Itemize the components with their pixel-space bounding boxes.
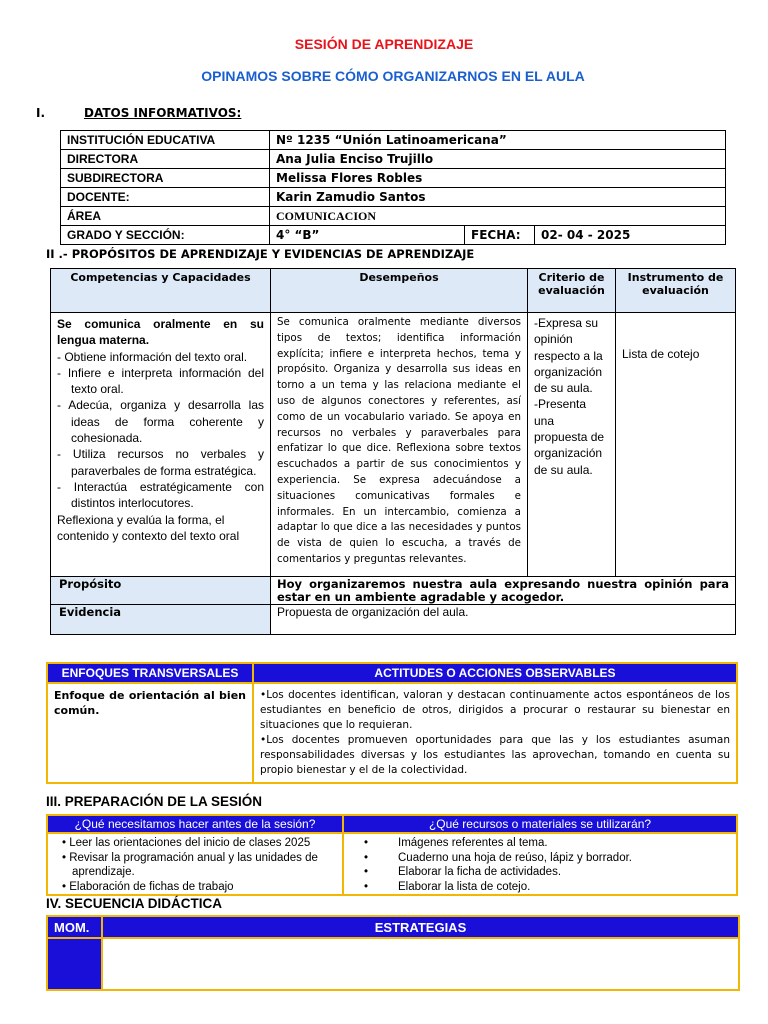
info-value: Melissa Flores Robles: [270, 169, 726, 188]
evidencia-label: Evidencia: [51, 605, 271, 635]
col-header-desempenos: Desempeños: [271, 269, 528, 313]
list-item: • Elaborar la lista de cotejo.: [364, 880, 531, 893]
competencia-title: Se comunica oralmente en su lengua materna.: [57, 317, 264, 348]
table-row: [47, 938, 739, 990]
col-header-actitudes: ACTITUDES O ACCIONES OBSERVABLES: [253, 663, 737, 683]
table-row: [61, 131, 726, 150]
col-header-mom: MOM.: [47, 916, 102, 938]
col-header-antes: ¿Qué necesitamos hacer antes de la sesión?: [47, 815, 343, 833]
col-header-competencias: Competencias y Capacidades: [51, 269, 271, 313]
col-header-enfoques: ENFOQUES TRANSVERSALES: [47, 663, 253, 683]
enfoques-table: [46, 662, 738, 784]
page-subtitle: OPINAMOS SOBRE CÓMO ORGANIZARNOS EN EL AULA: [201, 68, 585, 84]
date-value: 02- 04 - 2025: [535, 226, 726, 245]
table-header-row: [47, 663, 737, 683]
list-item: - Obtiene información del texto oral.: [57, 349, 248, 364]
list-item: • Cuaderno una hoja de reúso, lápiz y borrador.: [364, 851, 632, 864]
info-value: COMUNICACION: [270, 207, 726, 226]
capacidades-list: [57, 349, 264, 512]
desempenos-cell: Se comunica oralmente mediante diversos tipos de textos; identifica información explícita; infiere e interpreta hechos, tema y propósito. Organiza y desarrolla sus ideas en torno a un tema y las relaciona mediante el uso de algunos conectores y referentes, así como de un vocabulario variado. Se apoya en recursos no verbales y paraverbales para enfatizar lo que dice. Reflexiona sobre textos escuchados a partir de sus conocimientos y experiencia. Se expresa adecuándose a situaciones comunicativas formales e informales. En un intercambio, comienza a adaptar lo que dice a las necesidades y puntos de vista de quien lo escucha, a través de comentarios y preguntas relevantes.: [271, 313, 528, 577]
actitudes-cell: [253, 683, 737, 783]
criterio-cell: [528, 313, 616, 577]
col-header-estrategias: ESTRATEGIAS: [102, 916, 739, 938]
section-preparacion-heading: III. PREPARACIÓN DE LA SESIÓN: [46, 794, 263, 809]
section-datos-informativos-heading: [36, 106, 241, 120]
list-item: - Utiliza recursos no verbales y paraverbales de forma estratégica.: [57, 447, 264, 478]
info-key: DOCENTE:: [61, 188, 270, 207]
table-row: [61, 207, 726, 226]
info-value: Ana Julia Enciso Trujillo: [270, 150, 726, 169]
list-item: • Elaboración de fichas de trabajo: [62, 880, 234, 893]
list-item: - Adecúa, organiza y desarrolla las ideas de forma coherente y cohesionada.: [57, 398, 264, 446]
list-item: - Infiere e interpreta información del texto oral.: [57, 365, 264, 397]
mom-cell: [47, 938, 102, 990]
proposito-text: Hoy organizaremos nuestra aula expresando nuestra opinión para estar en un ambiente agradable y acogedor.: [271, 577, 736, 605]
table-header-row: [47, 916, 739, 938]
info-key: SUBDIRECTORA: [61, 169, 270, 188]
info-key: DIRECTORA: [61, 150, 270, 169]
recursos-list: [364, 836, 732, 894]
section-propositos-heading: II .- PROPÓSITOS DE APRENDIZAJE Y EVIDENCIAS DE APRENDIZAJE: [46, 247, 475, 261]
date-key: FECHA:: [465, 226, 535, 245]
competencias-cell: [51, 313, 271, 577]
preparacion-table: [46, 814, 738, 896]
datos-informativos-table: [60, 130, 726, 245]
info-key: INSTITUCIÓN EDUCATIVA: [61, 131, 270, 150]
table-row: [47, 833, 737, 895]
list-item: - Interactúa estratégicamente con distintos interlocutores.: [57, 479, 264, 511]
section-secuencia-heading: IV. SECUENCIA DIDÁCTICA: [46, 896, 223, 911]
estrategias-cell: [102, 938, 739, 990]
page-title: SESIÓN DE APRENDIZAJE: [294, 36, 474, 52]
info-value: Karin Zamudio Santos: [270, 188, 726, 207]
antes-cell: [47, 833, 343, 895]
info-key: ÁREA: [61, 207, 270, 226]
list-item: • Leer las orientaciones del inicio de clases 2025: [62, 837, 311, 849]
col-header-instrumento: Instrumento de evaluación: [616, 269, 736, 313]
list-item: • Revisar la programación anual y las unidades de aprendizaje.: [62, 851, 318, 878]
table-header-row: [51, 269, 736, 313]
section-label: DATOS INFORMATIVOS:: [84, 106, 242, 120]
table-row: [51, 577, 736, 605]
enfoque-cell: Enfoque de orientación al bien común.: [47, 683, 253, 783]
list-item: • Elaborar la ficha de actividades.: [364, 866, 562, 879]
propositos-table: [50, 268, 736, 635]
table-row: [61, 150, 726, 169]
evidencia-text: Propuesta de organización del aula.: [271, 605, 736, 635]
recursos-cell: [343, 833, 737, 895]
table-row: [61, 188, 726, 207]
grade-value: 4° “B”: [270, 226, 465, 245]
proposito-label: Propósito: [51, 577, 271, 605]
col-header-criterio: Criterio de evaluación: [528, 269, 616, 313]
table-header-row: [47, 815, 737, 833]
antes-list: [62, 836, 338, 894]
actitud-item: •Los docentes identifican, valoran y destacan continuamente actos espontáneos de los estudiantes en beneficio de otros, dirigidos a procurar o restaurar su bienestar en situaciones que lo requieran.: [260, 689, 730, 731]
section-number: I.: [36, 106, 46, 120]
criterio-item: -Expresa su opinión respecto a la organización de su aula.: [534, 316, 603, 396]
info-key: GRADO Y SECCIÓN:: [61, 226, 270, 245]
instrumento-cell: Lista de cotejo: [616, 313, 736, 577]
table-row: [51, 313, 736, 577]
table-row: [51, 605, 736, 635]
criterio-item: -Presenta una propuesta de organización de su aula.: [534, 397, 605, 477]
capacidad-final: Reflexiona y evalúa la forma, el contenido y contexto del texto oral: [57, 512, 240, 543]
table-row: [61, 169, 726, 188]
info-value: Nº 1235 “Unión Latinoamericana”: [270, 131, 726, 150]
secuencia-table: [46, 915, 740, 991]
table-row: [61, 226, 726, 245]
list-item: • Imágenes referentes al tema.: [364, 837, 548, 849]
actitud-item: •Los docentes promueven oportunidades para que las y los estudiantes asuman responsabilidades diversas y los estudiantes las aprovechan, tomando en cuenta su propio bienestar y el de la colectividad.: [260, 734, 730, 776]
table-row: [47, 683, 737, 783]
col-header-recursos: ¿Qué recursos o materiales se utilizarán?: [343, 815, 737, 833]
